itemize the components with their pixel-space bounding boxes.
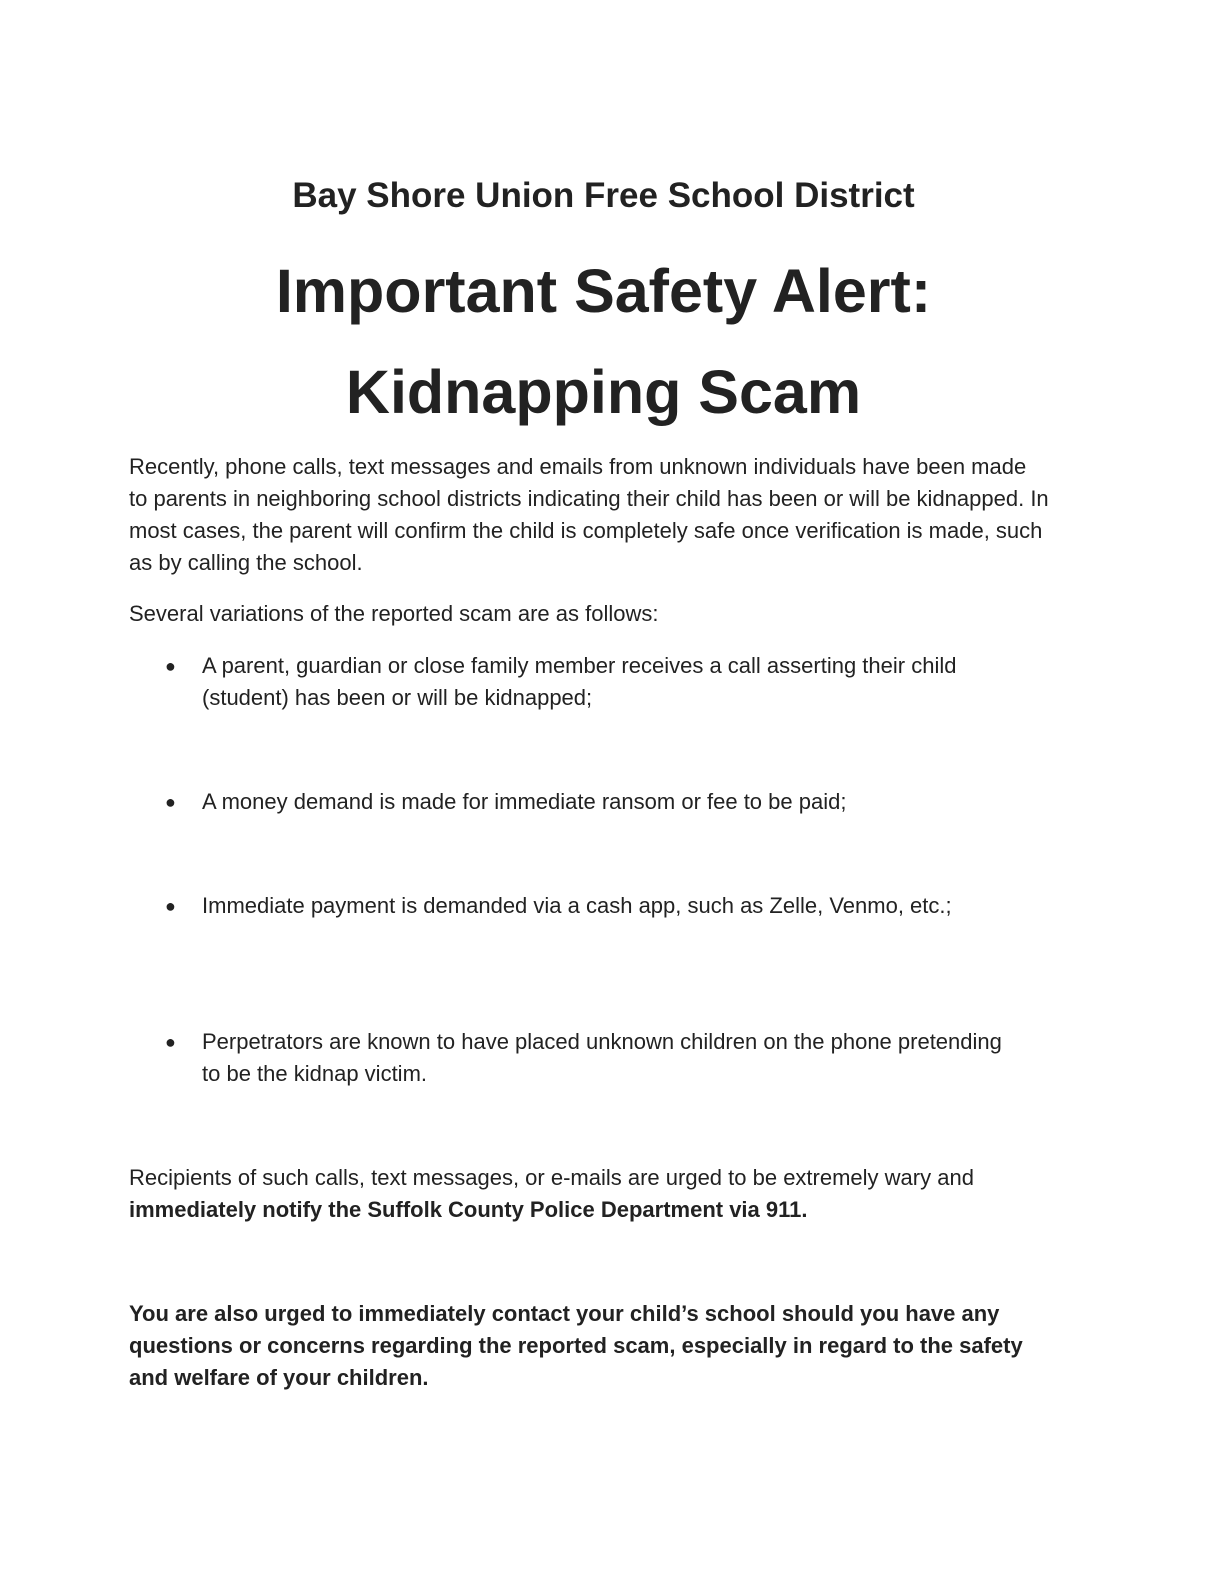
bullet-icon: ● <box>165 896 176 916</box>
alert-title-line-2: Kidnapping Scam <box>345 358 862 426</box>
district-name: Bay Shore Union Free School District <box>292 176 915 215</box>
variations-intro: Several variations of the reported scam are as follows: <box>129 601 659 626</box>
bullet-icon: ● <box>165 792 176 812</box>
police-notice: immediately notify the Suffolk County Police Department via 911. <box>129 1197 808 1222</box>
recipients-paragraph <box>129 1162 1049 1226</box>
recipients-text: Recipients of such calls, text messages, or e-mails are urged to be extremely wary and <box>129 1165 974 1190</box>
intro-paragraph: Recently, phone calls, text messages and emails from unknown individuals have been made to parents in neighboring school districts indicating their child has been or will be kidnapped. In most cases, the parent will confirm the child is completely safe once verification is made, such as by calling the school. <box>129 454 1049 575</box>
bullet-icon: ● <box>165 1032 176 1052</box>
list-item-text: Immediate payment is demanded via a cash app, such as Zelle, Venmo, etc.; <box>202 893 952 918</box>
list-item-text: Perpetrators are known to have placed unknown children on the phone pretending to be the kidnap victim. <box>202 1029 1002 1086</box>
list-item-text: A parent, guardian or close family member receives a call asserting their child (student) has been or will be kidnapped; <box>202 653 957 710</box>
contact-school-paragraph: You are also urged to immediately contact your child’s school should you have any questions or concerns regarding the reported scam, especially in regard to the safety and welfare of your children. <box>129 1301 1023 1390</box>
bullet-icon: ● <box>165 656 176 676</box>
alert-title-line-1: Important Safety Alert: <box>275 257 932 325</box>
list-item-text: A money demand is made for immediate ransom or fee to be paid; <box>202 789 847 814</box>
